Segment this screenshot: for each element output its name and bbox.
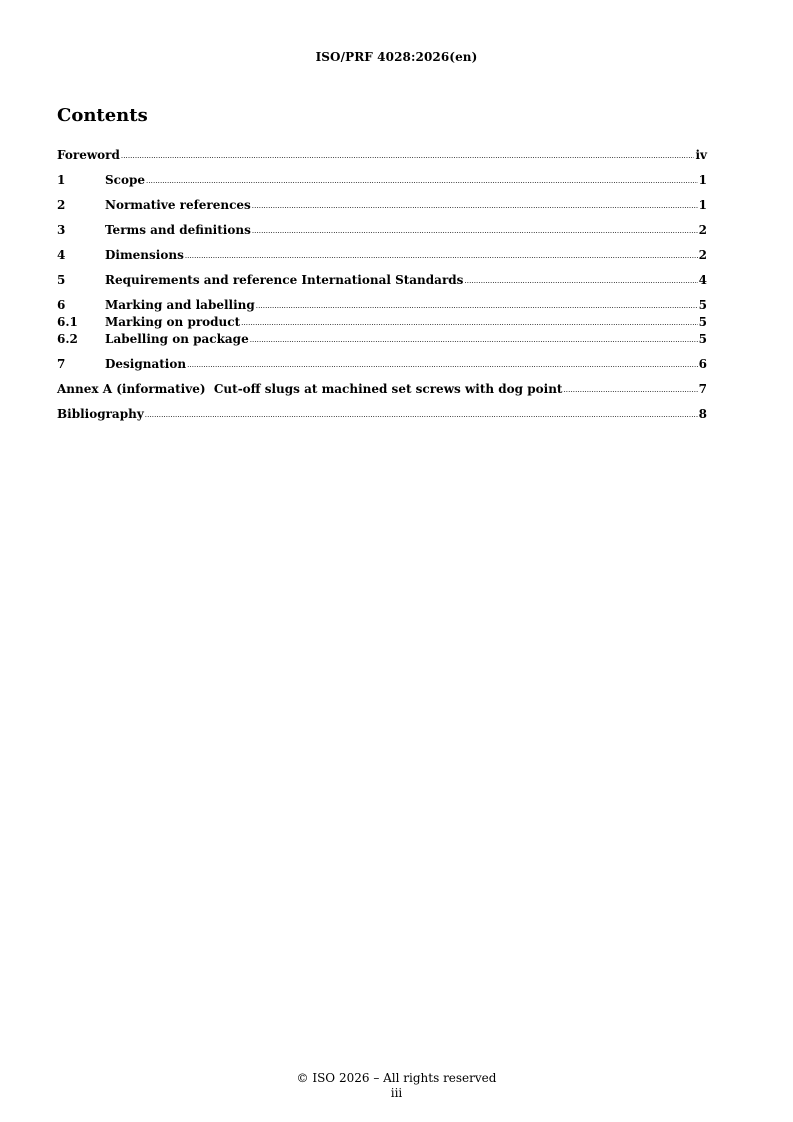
toc-entry-page: iv (695, 148, 707, 162)
toc-entry-requirements[interactable] (57, 272, 707, 288)
toc-entry-text: Foreword (57, 148, 120, 162)
toc-leader-dots (187, 357, 698, 373)
toc-entry-marking-and-labelling[interactable] (57, 297, 707, 313)
toc-entry-number: 6 (57, 298, 66, 312)
toc-entry-text: Marking on product (105, 315, 241, 329)
toc-entry-annex-a[interactable] (57, 381, 707, 397)
toc-entry-page: 5 (698, 332, 707, 346)
page-footer (0, 1071, 793, 1101)
toc-entry-text: Labelling on package (105, 332, 249, 346)
toc-entry-text: Marking and labelling (105, 298, 255, 312)
toc-entry-labelling-on-package[interactable] (57, 331, 707, 347)
toc-entry-page: 1 (698, 198, 707, 212)
toc-entry-normative-references[interactable] (57, 197, 707, 213)
toc-entry-number: 2 (57, 198, 66, 212)
toc-entry-designation[interactable] (57, 356, 707, 372)
toc-entry-page: 7 (698, 382, 707, 396)
toc-leader-dots (464, 273, 697, 289)
toc-entry-number: 3 (57, 223, 66, 237)
toc-entry-page: 5 (698, 298, 707, 312)
toc-entry-marking-on-product[interactable] (57, 314, 707, 330)
toc-entry-scope[interactable] (57, 172, 707, 188)
toc-entry-terms-and-definitions[interactable] (57, 222, 707, 238)
toc-entry-text: Bibliography (57, 407, 144, 421)
table-of-contents (57, 147, 707, 422)
toc-title: Contents (57, 105, 148, 126)
toc-entry-number: 6.2 (57, 332, 78, 346)
toc-entry-page: 5 (698, 315, 707, 329)
toc-entry-number: 5 (57, 273, 66, 287)
toc-entry-page: 6 (698, 357, 707, 371)
toc-leader-dots (252, 223, 698, 239)
toc-leader-dots (563, 382, 697, 398)
toc-entry-text: Designation (105, 357, 187, 371)
toc-leader-dots (256, 298, 698, 314)
toc-entry-bibliography[interactable] (57, 406, 707, 422)
toc-entry-number: 1 (57, 173, 66, 187)
toc-entry-number: 4 (57, 248, 66, 262)
toc-entry-page: 2 (698, 223, 707, 237)
copyright-notice: © ISO 2026 – All rights reserved (296, 1071, 497, 1085)
toc-leader-dots (145, 407, 698, 423)
toc-entry-text: Dimensions (105, 248, 184, 262)
toc-entry-text: Normative references (105, 198, 251, 212)
toc-leader-dots (121, 148, 695, 164)
toc-entry-number: 7 (57, 357, 66, 371)
toc-entry-page: 4 (698, 273, 707, 287)
toc-entry-page: 8 (698, 407, 707, 421)
toc-entry-text: Requirements and reference International Standards (105, 273, 464, 287)
toc-leader-dots (250, 332, 698, 348)
toc-entry-dimensions[interactable] (57, 247, 707, 263)
toc-leader-dots (252, 198, 698, 214)
toc-entry-text: Scope (105, 173, 146, 187)
toc-entry-foreword[interactable] (57, 147, 707, 163)
document-id-header: ISO/PRF 4028:2026(en) (315, 50, 478, 64)
toc-entry-number: 6.1 (57, 315, 78, 329)
toc-leader-dots (241, 315, 698, 331)
toc-leader-dots (185, 248, 698, 264)
toc-entry-page: 2 (698, 248, 707, 262)
toc-entry-page: 1 (698, 173, 707, 187)
toc-entry-text: Annex A (informative) Cut-off slugs at machined set screws with dog point (57, 382, 563, 396)
toc-leader-dots (146, 173, 698, 189)
page-number: iii (390, 1086, 403, 1100)
toc-entry-text: Terms and definitions (105, 223, 251, 237)
